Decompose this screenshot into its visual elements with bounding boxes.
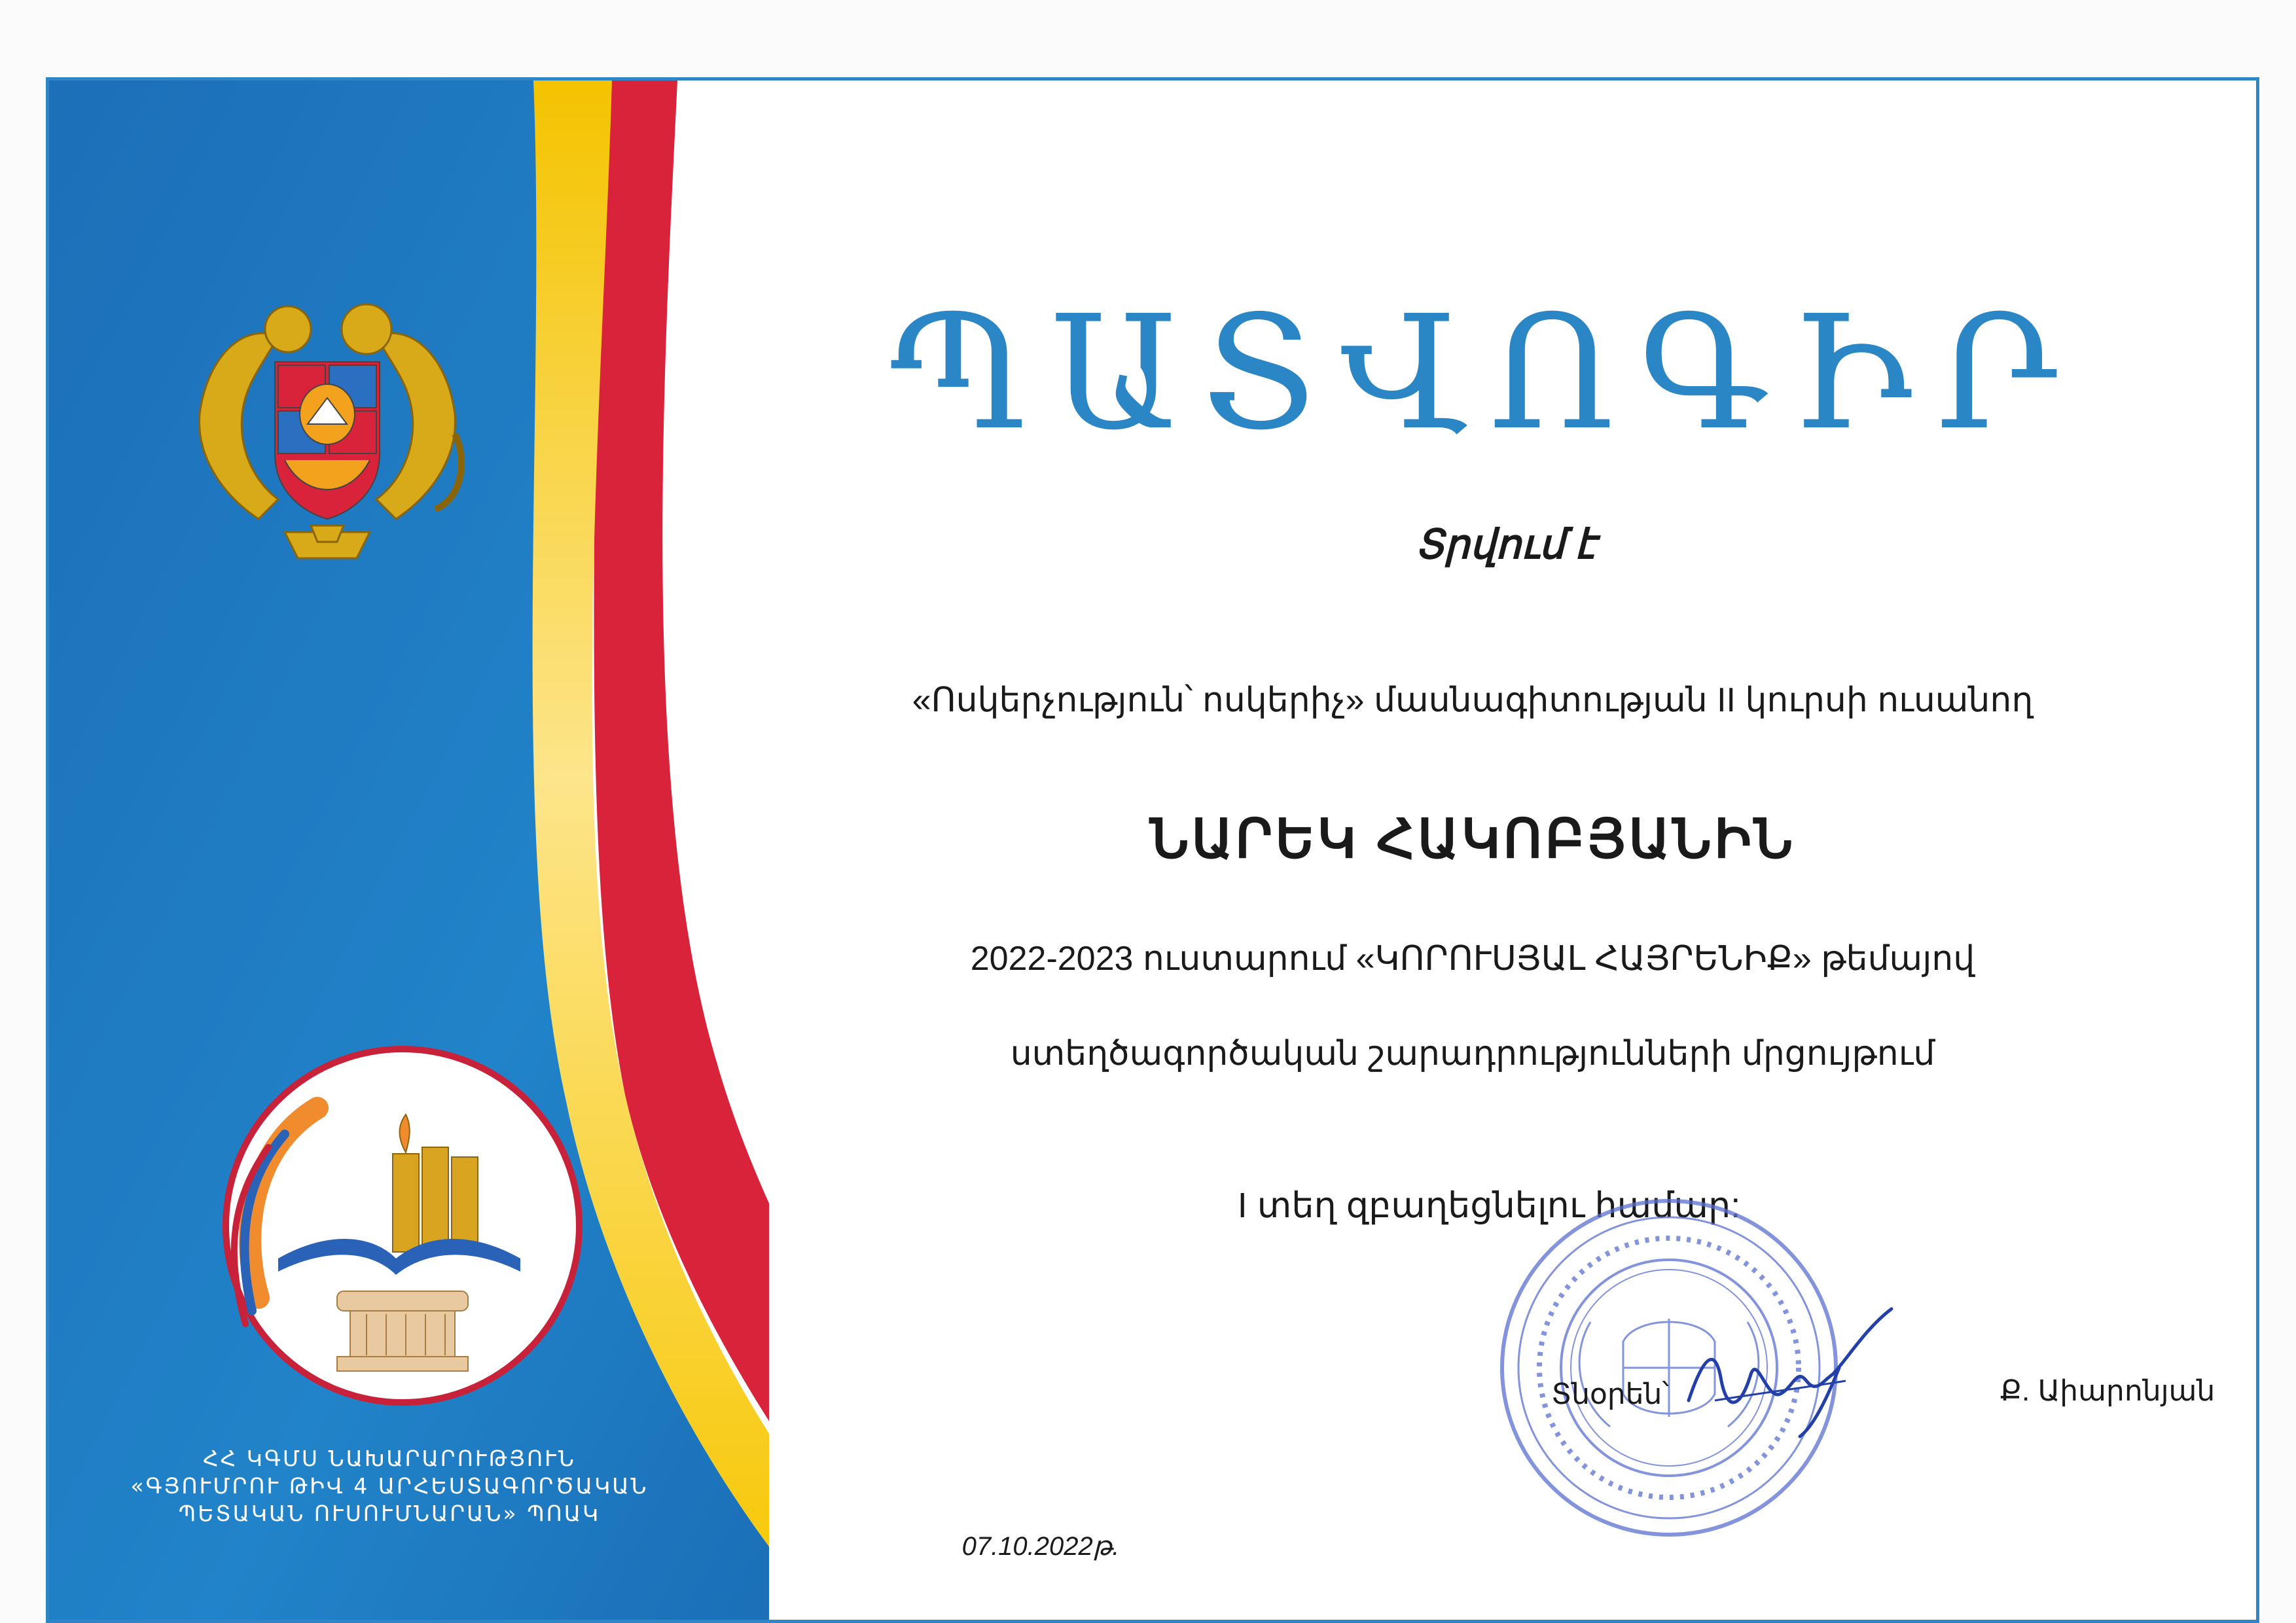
ministry-line-2: «ԳՅՈՒՄՐՈՒ ԹԻՎ 4 ԱՐՀԵՍՏԱԳՈՐԾԱԿԱՆ	[130, 1473, 649, 1499]
contest-line: 2022-2023 ուստարում «ԿՈՐՈՒՍՅԱԼ ՀԱՅՐԵՆԻՔ» թեմայով	[970, 940, 1975, 978]
signature-icon	[1676, 1302, 1898, 1440]
recipient-name: ՆԱՐԵԿ ՀԱԿՈԲՅԱՆԻՆ	[1149, 810, 1796, 869]
contest-description: ստեղծագործական շարադրությունների մրցույթում	[1010, 1035, 1935, 1073]
ministry-caption	[95, 1445, 684, 1527]
director-name: Ք. Աիարոնյան	[2000, 1375, 2215, 1407]
awarded-label: Տրվում է	[1415, 523, 1596, 567]
director-label: Տնօրեն՝	[1551, 1378, 1669, 1410]
armenia-coat-of-arms-icon	[180, 283, 475, 571]
school-logo-icon	[213, 1036, 592, 1416]
ministry-line-3: ՊԵՏԱԿԱՆ ՈՒՍՈՒՄՆԱՐԱՆ» ՊՈԱԿ	[178, 1501, 601, 1526]
ministry-line-1: ՀՀ ԿԳՄՍ ՆԱԽԱՐԱՐՈՒԹՅՈՒՆ	[203, 1446, 576, 1471]
issue-date: 07.10.2022թ.	[961, 1532, 1120, 1561]
certificate-title: ՊԱՏՎՈԳԻՐ	[889, 281, 2082, 465]
place-line: I տեղ զբաղեցնելու համար:	[1237, 1186, 1741, 1225]
specialty-line: «Ոսկերչություն՝ ոսկերիչ» մասնագիտության II կուրսի ուսանող	[912, 681, 2034, 719]
